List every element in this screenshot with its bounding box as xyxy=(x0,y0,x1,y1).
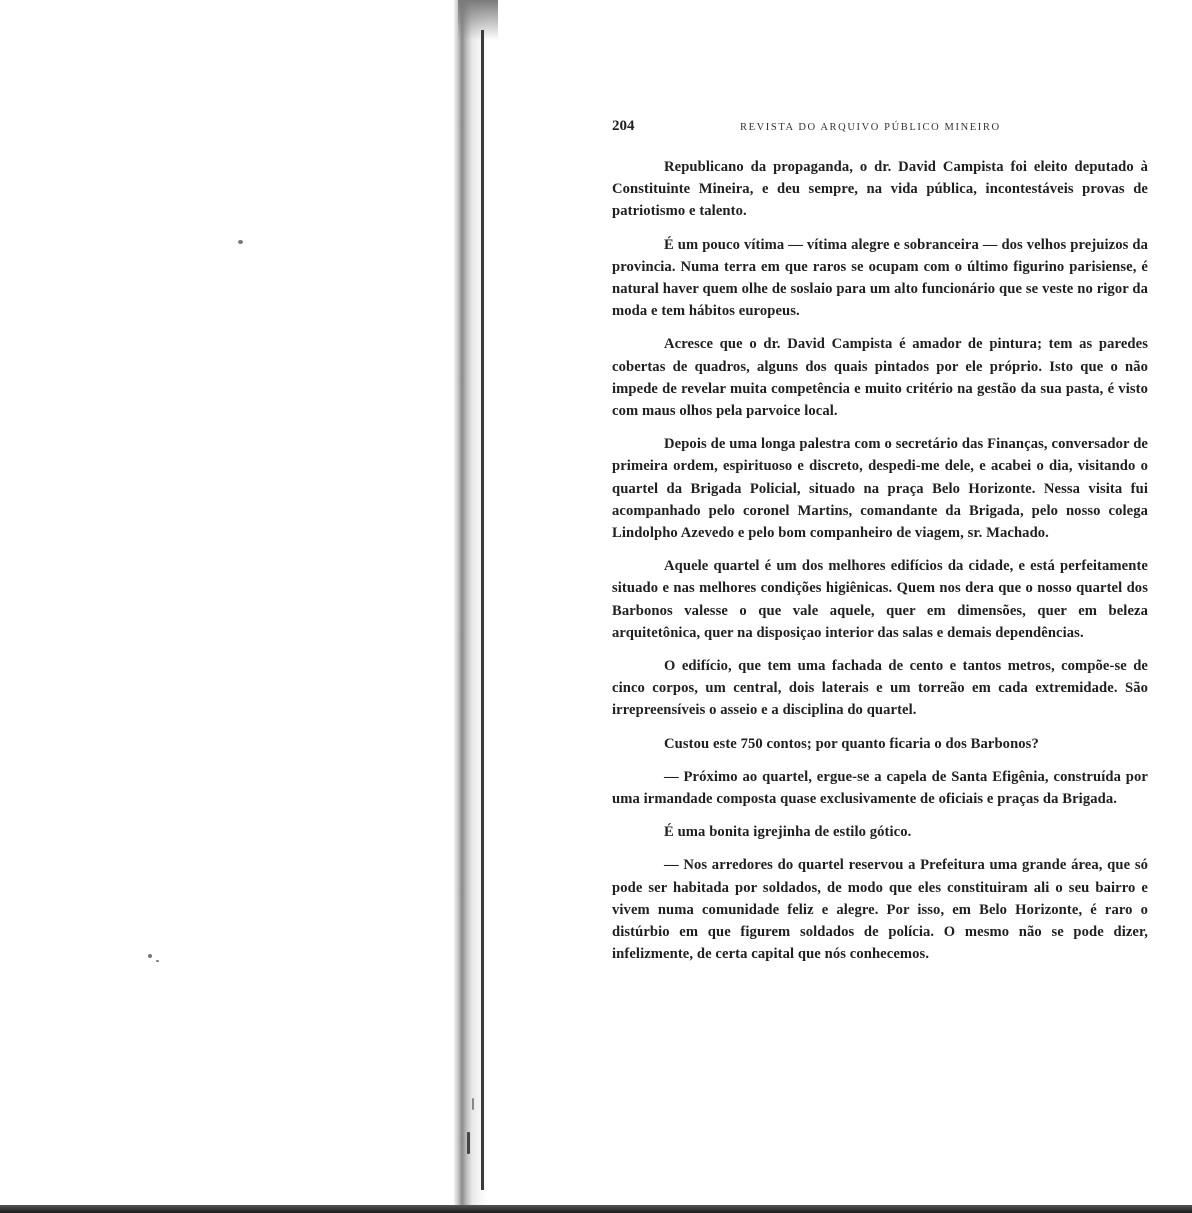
paragraph: — Próximo ao quartel, ergue-se a capela de Santa Efigênia, construída por uma irmandade composta quase exclusivamente de oficiais e praças da Brigada. xyxy=(612,768,1148,808)
paragraph: O edifício, que tem uma fachada de cento e tantos metros, compõe-se de cinco corpos, um central, dois laterais e um torreão em cada extremidade. São irrepreensíveis o asseio e a disciplina do quartel. xyxy=(612,658,1148,719)
paragraph: Custou este 750 contos; por quanto ficaria o dos Barbonos? xyxy=(664,735,1039,752)
paragraph: Depois de uma longa palestra com o secretário das Finanças, conversador de primeira ordem, espirituoso e discreto, despedi-me dele, e acabei o dia, visitando o quartel da Brigada Policial, situado na praça Belo Horizonte. Nessa visita fui acompanhado pelo coronel Martins, comandante da Brigada, pelo nosso colega Lindolpho Azevedo e pelo bom companheiro de viagem, sr. Machado. xyxy=(612,436,1148,542)
paragraph: — Nos arredores do quartel reservou a Prefeitura uma grande área, que só pode ser habitada por soldados, de modo que eles constituiram ali o seu bairro e vivem numa comunidade feliz e alegre. Por isso, em Belo Horizonte, é raro o distúrbio em que figurem soldados de polícia. O mesmo não se pode dizer, infelizmente, de certa capital que nós conhecemos. xyxy=(612,857,1148,963)
journal-title: REVISTA DO ARQUIVO PÚBLICO MINEIRO xyxy=(740,122,1001,133)
scan-bottom-edge xyxy=(0,1205,1192,1213)
paragraph: Republicano da propaganda, o dr. David Campista foi eleito deputado à Constituinte Mineira, e deu sempre, na vida pública, incontestáveis provas de patriotismo e talento. xyxy=(612,159,1148,220)
paragraph: Acresce que o dr. David Campista é amador de pintura; tem as paredes cobertas de quadros, alguns dos quais pintados por ele próprio. Isto que o não impede de revelar muita competência e muito critério na gestão da sua pasta, é visto com maus olhos pela parvoice local. xyxy=(612,336,1148,420)
scan-speck xyxy=(238,240,243,244)
paragraph: É um pouco vítima — vítima alegre e sobranceira — dos velhos prejuizos da provincia. Numa terra em que raros se ocupam com o último figurino parisiense, é natural haver quem olhe de soslaio para um alto funcionário que se veste no rigor da moda e tem hábitos europeus. xyxy=(612,236,1148,320)
paragraph: É uma bonita igrejinha de estilo gótico. xyxy=(664,824,912,841)
gutter-shadow xyxy=(458,0,498,40)
paragraph: Aquele quartel é um dos melhores edifícios da cidade, e está perfeitamente situado e nas melhores condições higiênicas. Quem nos dera que o nosso quartel dos Barbonos valesse o que vale aquele, quer em dimensões, quer em beleza arquitetônica, quer na disposiçao interior das salas e demais dependências. xyxy=(612,558,1148,641)
blank-left-page xyxy=(0,0,456,1213)
page-number: 204 xyxy=(612,118,635,134)
gutter-fold-line xyxy=(481,30,484,1190)
running-header xyxy=(612,118,1148,144)
scan-speck xyxy=(148,954,152,958)
scan-speck xyxy=(467,1132,470,1154)
scan-speck xyxy=(472,1098,474,1110)
scan-speck xyxy=(156,960,159,962)
right-page-text xyxy=(612,118,1148,977)
